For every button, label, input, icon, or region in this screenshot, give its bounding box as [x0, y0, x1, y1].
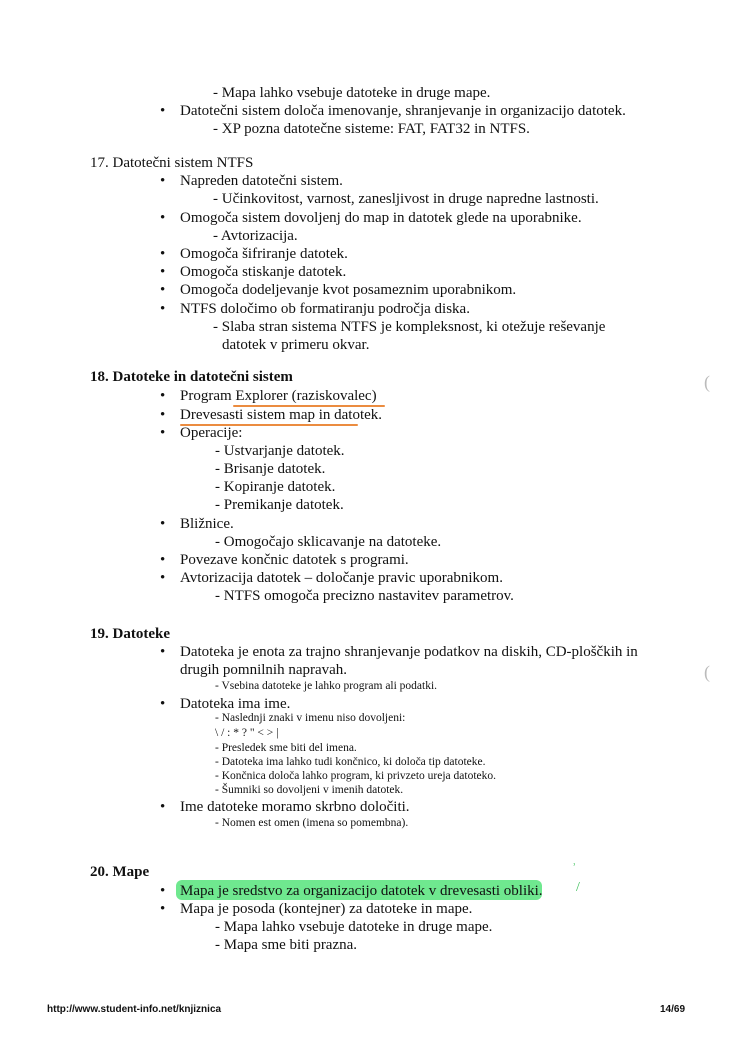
text-line: - Premikanje datotek.	[215, 497, 344, 513]
text-line: Omogoča sistem dovoljenj do map in datotek glede na uporabnike.	[180, 210, 582, 226]
bullet-icon: •	[160, 103, 166, 119]
bullet-icon: •	[160, 173, 166, 189]
section-heading: 20. Mape	[90, 864, 150, 880]
text-line: Bližnice.	[180, 516, 234, 532]
scan-mark: (	[704, 662, 710, 682]
green-pen-mark: /	[576, 880, 580, 895]
text-line: - Slaba stran sistema NTFS je kompleksnost, ki otežuje reševanje	[213, 319, 606, 335]
scan-mark: (	[704, 372, 710, 392]
text-line: Datoteka ima ime.	[180, 696, 291, 712]
bullet-icon: •	[160, 388, 166, 404]
green-pen-mark: ʾ	[572, 862, 577, 877]
bullet-icon: •	[160, 696, 166, 712]
bullet-icon: •	[160, 570, 166, 586]
bullet-icon: •	[160, 799, 166, 815]
bullet-icon: •	[160, 901, 166, 917]
text-line: Datoteka je enota za trajno shranjevanje podatkov na diskih, CD-ploščkih in	[180, 644, 638, 660]
bullet-icon: •	[160, 552, 166, 568]
text-line: Datotečni sistem določa imenovanje, shranjevanje in organizacijo datotek.	[180, 103, 626, 119]
bullet-icon: •	[160, 425, 166, 441]
text-line: - Učinkovitost, varnost, zanesljivost in druge napredne lastnosti.	[213, 191, 599, 207]
text-line: Avtorizacija datotek – določanje pravic uporabnikom.	[180, 570, 503, 586]
text-line: - Ustvarjanje datotek.	[215, 443, 345, 459]
text-line: Drevesasti sistem map in datotek.	[180, 407, 383, 423]
bullet-icon: •	[160, 246, 166, 262]
text-line: - Brisanje datotek.	[215, 461, 326, 477]
text-line: - Mapa lahko vsebuje datoteke in druge mape.	[215, 919, 493, 935]
section-heading: 18. Datoteke in datotečni sistem	[90, 369, 293, 385]
text-line: Povezave končnic datotek s programi.	[180, 552, 409, 568]
bullet-icon: •	[160, 282, 166, 298]
text-line: \ / : * ? " < > |	[215, 727, 279, 739]
text-line: - Datoteka ima lahko tudi končnico, ki določa tip datoteke.	[215, 756, 486, 768]
text-line: - Avtorizacija.	[213, 228, 298, 244]
bullet-icon: •	[160, 516, 166, 532]
text-line: Napreden datotečni sistem.	[180, 173, 343, 189]
bullet-icon: •	[160, 264, 166, 280]
text-line: - Presledek sme biti del imena.	[215, 742, 357, 754]
bullet-icon: •	[160, 407, 166, 423]
text-line: - Končnica določa lahko program, ki privzeto ureja datoteko.	[215, 770, 497, 782]
bullet-icon: •	[160, 644, 166, 660]
text-line: Ime datoteke moramo skrbno določiti.	[180, 799, 410, 815]
text-line: - Omogočajo sklicavanje na datoteke.	[215, 534, 442, 550]
text-line: Operacije:	[180, 425, 243, 441]
footer-url: http://www.student-info.net/knjiznica	[47, 1004, 222, 1015]
section-heading: 17. Datotečni sistem NTFS	[90, 155, 254, 171]
bullet-icon: •	[160, 210, 166, 226]
text-line: Omogoča dodeljevanje kvot posameznim uporabnikom.	[180, 282, 517, 298]
text-line: Mapa je posoda (kontejner) za datoteke in mape.	[180, 901, 473, 917]
highlighted-text-line: Mapa je sredstvo za organizacijo datotek v drevesasti obliki.	[180, 883, 543, 899]
text-line: - Mapa sme biti prazna.	[215, 937, 358, 953]
text-line: - NTFS omogoča precizno nastavitev parametrov.	[215, 588, 514, 604]
text-line: Omogoča šifriranje datotek.	[180, 246, 348, 262]
text-line: drugih pomnilnih napravah.	[180, 662, 348, 678]
text-line: Program Explorer (raziskovalec)	[180, 388, 377, 404]
section-heading: 19. Datoteke	[90, 626, 170, 642]
bullet-icon: •	[160, 301, 166, 317]
text-line: datotek v primeru okvar.	[222, 337, 370, 353]
text-line: - XP pozna datotečne sisteme: FAT, FAT32 in NTFS.	[213, 121, 530, 137]
text-line: - Kopiranje datotek.	[215, 479, 336, 495]
text-line: - Nomen est omen (imena so pomembna).	[215, 817, 409, 829]
text-line: - Mapa lahko vsebuje datoteke in druge mape.	[213, 85, 491, 101]
text-line: NTFS določimo ob formatiranju področja diska.	[180, 301, 470, 317]
text-line: - Vsebina datoteke je lahko program ali podatki.	[215, 680, 438, 692]
text-line: Omogoča stiskanje datotek.	[180, 264, 347, 280]
text-line: - Šumniki so dovoljeni v imenih datotek.	[215, 784, 404, 796]
text-line: - Naslednji znaki v imenu niso dovoljeni:	[215, 712, 406, 724]
page-number: 14/69	[660, 1004, 686, 1015]
bullet-icon: •	[160, 883, 166, 899]
